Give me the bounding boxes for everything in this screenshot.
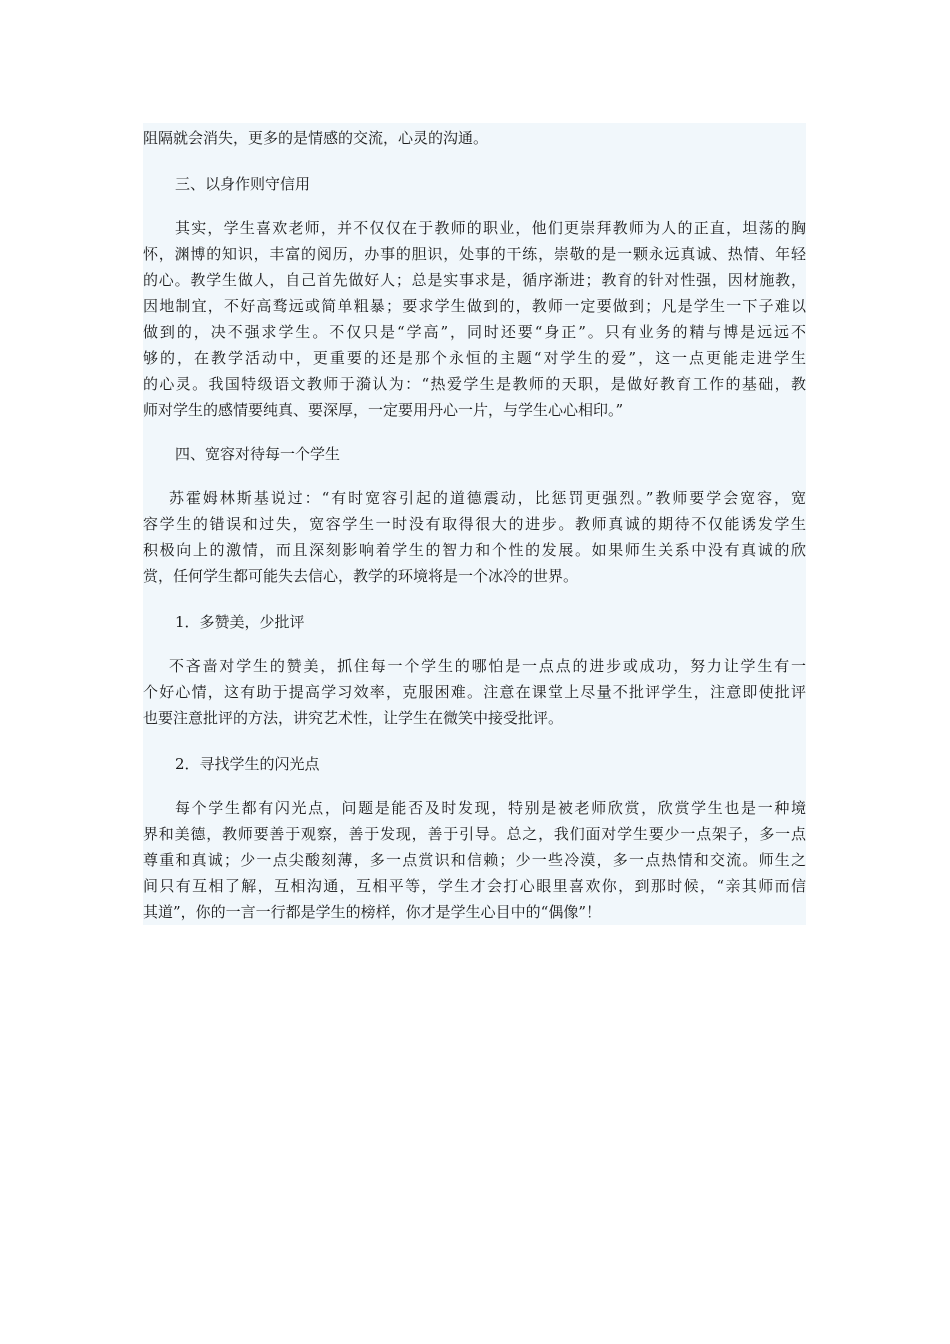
subsection-heading: 1．多赞美，少批评 — [175, 613, 305, 631]
paragraph-line: 的心。教学生做人，自己首先做好人；总是实事求是，循序渐进；教育的针对性强，因材施教， — [143, 271, 806, 289]
paragraph-line: 苏霍姆林斯基说过：“有时宽容引起的道德震动，比惩罚更强烈。”教师要学会宽容，宽 — [169, 489, 806, 507]
paragraph-line: 做到的，决不强求学生。不仅只是“学高”，同时还要“身正”。只有业务的精与博是远远不 — [143, 323, 806, 341]
paragraph-line: 不吝啬对学生的赞美，抓住每一个学生的哪怕是一点点的进步或成功，努力让学生有一 — [169, 657, 806, 675]
paragraph-line: 容学生的错误和过失，宽容学生一时没有取得很大的进步。教师真诚的期待不仅能诱发学生 — [143, 515, 806, 533]
paragraph-line: 积极向上的激情，而且深刻影响着学生的智力和个性的发展。如果师生关系中没有真诚的欣 — [143, 541, 806, 559]
paragraph-line: 阻隔就会消失，更多的是情感的交流，心灵的沟通。 — [143, 129, 489, 147]
paragraph-line: 怀，渊博的知识，丰富的阅历，办事的胆识，处事的干练，崇敬的是一颗永远真诚、热情、年轻 — [143, 245, 806, 263]
paragraph-line: 其道”，你的一言一行都是学生的榜样，你才是学生心目中的“偶像”！ — [143, 903, 602, 921]
section-heading: 三、以身作则守信用 — [175, 175, 311, 193]
paragraph-line: 个好心情，这有助于提高学习效率，克服困难。注意在课堂上尽量不批评学生，注意即使批评 — [143, 683, 806, 701]
text-panel — [143, 123, 806, 925]
paragraph-line: 间只有互相了解，互相沟通，互相平等，学生才会打心眼里喜欢你，到那时候，“亲其师而信 — [143, 877, 806, 895]
paragraph-line: 的心灵。我国特级语文教师于漪认为：“热爱学生是教师的天职，是做好教育工作的基础，教 — [143, 375, 806, 393]
paragraph-line: 赏，任何学生都可能失去信心，教学的环境将是一个冰冷的世界。 — [143, 567, 579, 585]
paragraph-line: 尊重和真诚；少一点尖酸刻薄，多一点赏识和信赖；少一些冷漠，多一点热情和交流。师生之 — [143, 851, 806, 869]
subsection-heading: 2．寻找学生的闪光点 — [175, 755, 320, 773]
paragraph-line: 因地制宜，不好高骛远或简单粗暴；要求学生做到的，教师一定要做到；凡是学生一下子难以 — [143, 297, 806, 315]
paragraph-line: 师对学生的感情要纯真、要深厚，一定要用丹心一片，与学生心心相印。” — [143, 401, 624, 419]
paragraph-line: 每个学生都有闪光点，问题是能否及时发现，特别是被老师欣赏，欣赏学生也是一种境 — [175, 799, 806, 817]
paragraph-line: 其实，学生喜欢老师，并不仅仅在于教师的职业，他们更崇拜教师为人的正直，坦荡的胸 — [175, 219, 806, 237]
paragraph-line: 也要注意批评的方法，讲究艺术性，让学生在微笑中接受批评。 — [143, 709, 564, 727]
paragraph-line: 界和美德，教师要善于观察，善于发现，善于引导。总之，我们面对学生要少一点架子，多一点 — [143, 825, 806, 843]
paragraph-line: 够的，在教学活动中，更重要的还是那个永恒的主题“对学生的爱”，这一点更能走进学生 — [143, 349, 806, 367]
section-heading: 四、宽容对待每一个学生 — [175, 445, 341, 463]
